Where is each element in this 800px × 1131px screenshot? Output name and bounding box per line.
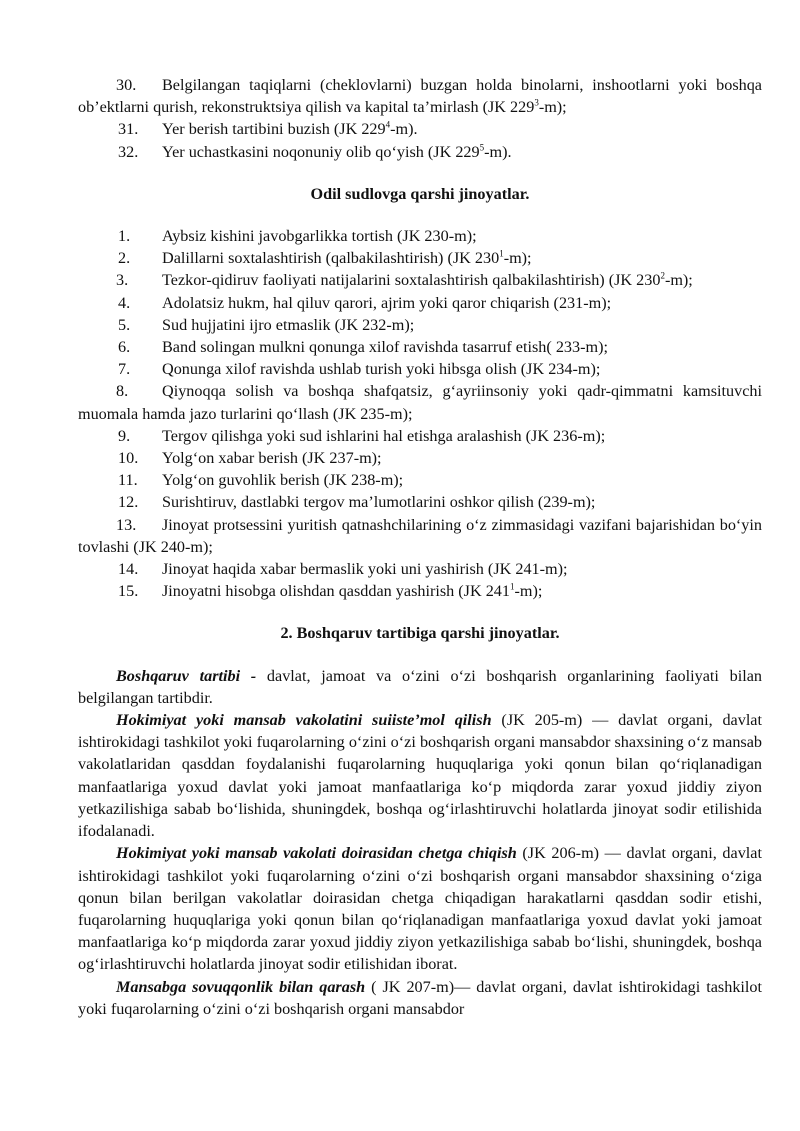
definition-text: (JK 206-m) — davlat organi, davlat ishtirokidagi tashkilot yoki fuqarolarning o‘zini o‘zi boshqarish organi mansabdor shaxsining o‘ziga qonun bilan berilgan vakolatlar doirasidan chetga chiqadigan harakatlarni qasddan sodir etishi, fuqarolarning huquqlariga yoki qonun bilan qo‘riqlanadigan manfaatlariga yoxud davlat yoki jamoat manfaatlariga ko‘p miqdorda zarar yoxud jiddiy ziyon yetkazilishiga sabab bo‘lishi, shuningdek, boshqa og‘irlashtiruvchi holatlarda jinoyat sodir etilishidan iborat. bbox=[78, 844, 762, 974]
item-number: 1. bbox=[118, 227, 131, 246]
item-text-tail: -m); bbox=[538, 98, 567, 117]
item-text: Yer uchastkasini noqonuniy olib qo‘yish (JK $229^5-m$). bbox=[162, 142, 512, 161]
item-text: Qiynoqqa solish va boshqa shafqatsiz, g‘ayriinsoniy yoki qadr-qimmatni kamsituvchi muomala hamda jazo turlarini qo‘llash (JK 235-m); bbox=[78, 382, 762, 423]
item-text: Sud hujjatini ijro etmaslik (JK 232-m); bbox=[162, 315, 415, 334]
definition-term: Hokimiyat yoki mansab vakolatini suiiste’mol qilish bbox=[116, 711, 492, 730]
item-superscript: 3 bbox=[534, 97, 539, 108]
item-number: 9. bbox=[118, 426, 131, 445]
item-number: 30. bbox=[116, 76, 137, 94]
item-superscript: 2 bbox=[660, 271, 665, 282]
item-number: 11. bbox=[118, 471, 138, 490]
item-text-tail: -m); bbox=[664, 271, 693, 290]
item-number: 4. bbox=[118, 293, 131, 312]
list-item bbox=[78, 425, 762, 447]
list-item bbox=[78, 118, 762, 140]
list-item bbox=[78, 358, 762, 380]
item-text: Jinoyat protsessini yuritish qatnashchilarining o‘z zimmasidagi vazifani bajarishidan bo‘yin tovlashi (JK 240-m); bbox=[78, 515, 762, 556]
item-text: Tergov qilishga yoki sud ishlarini hal etishga aralashish (JK 236-m); bbox=[162, 426, 606, 445]
item-text: Tezkor-qidiruv faoliyati natijalarini soxtalashtirish qalbakilashtirish) (JK 230 bbox=[162, 271, 661, 290]
definition-text: ( JK 207-m)— davlat organi, davlat ishtirokidagi tashkilot yoki fuqarolarning o‘zini o‘zi boshqarish organi mansabdor bbox=[78, 977, 763, 1018]
section-heading: 2. Boshqaruv tartibiga qarshi jinoyatlar. bbox=[280, 624, 560, 643]
list-item bbox=[78, 314, 762, 336]
item-number: 3. bbox=[116, 271, 129, 290]
definition-paragraph bbox=[78, 665, 762, 709]
item-number: 31. bbox=[118, 120, 139, 139]
list-item bbox=[78, 225, 762, 247]
definition-paragraph bbox=[78, 842, 762, 975]
item-number: 10. bbox=[118, 449, 139, 468]
item-number: 8. bbox=[116, 382, 129, 401]
list-item bbox=[78, 292, 762, 314]
definition-text: davlat, jamoat va o‘zini o‘zi boshqarish organlarining faoliyati bilan belgilangan tartibdir. bbox=[78, 666, 762, 707]
definition-term: Mansabga sovuqqonlik bilan qarash bbox=[116, 977, 366, 996]
list-item bbox=[78, 269, 762, 291]
item-number: 2. bbox=[118, 249, 131, 268]
definition-term: Hokimiyat yoki mansab vakolati doirasidan chetga chiqish bbox=[116, 844, 517, 863]
item-number: 13. bbox=[116, 515, 137, 534]
definition-term: Boshqaruv tartibi - bbox=[116, 666, 257, 685]
item-superscript: 5 bbox=[479, 142, 485, 153]
item-number: 14. bbox=[118, 560, 139, 579]
list-item bbox=[78, 491, 762, 513]
item-text: Belgilangan taqiqlarni (cheklovlarni) buzgan holda binolarni, inshootlarni yoki boshqa ob’ektlarni qurish, rekonstruktsiya qilish va kapital ta’mirlash (JK 229 bbox=[78, 76, 762, 117]
list-land-offenses bbox=[78, 74, 762, 163]
list-item bbox=[78, 558, 762, 580]
item-superscript: 4 bbox=[385, 120, 391, 131]
definition-paragraph bbox=[78, 976, 762, 1020]
list-item bbox=[78, 74, 762, 118]
item-text: Dalillarni soxtalashtirish (qalbakilashtirish) (JK $230^1-m$); bbox=[162, 248, 532, 268]
list-item bbox=[78, 380, 762, 424]
item-text: Yer berish tartibini buzish (JK $229^4-m$). bbox=[162, 120, 418, 139]
list-item bbox=[78, 141, 762, 163]
document-body bbox=[78, 74, 762, 1020]
list-item bbox=[78, 247, 762, 269]
list-item bbox=[78, 514, 762, 558]
item-text: Aybsiz kishini javobgarlikka tortish (JK 230-m); bbox=[162, 227, 477, 246]
list-item bbox=[78, 447, 762, 469]
item-number: 6. bbox=[118, 338, 131, 357]
item-text: Yolg‘on guvohlik berish (JK 238-m); bbox=[162, 471, 404, 490]
definition-paragraph bbox=[78, 709, 762, 842]
list-item bbox=[78, 580, 762, 602]
list-justice-offenses bbox=[78, 225, 762, 602]
item-text: Surishtiruv, dastlabki tergov ma’lumotlarini oshkor qilish (239-m); bbox=[162, 493, 596, 512]
item-text: Jinoyat haqida xabar bermaslik yoki uni yashirish (JK 241-m); bbox=[162, 560, 568, 579]
item-text: Band solingan mulkni qonunga xilof ravishda tasarruf etish( 233-m); bbox=[162, 338, 608, 357]
list-item bbox=[78, 469, 762, 491]
item-text: Qonunga xilof ravishda ushlab turish yoki hibsga olish (JK 234-m); bbox=[162, 360, 601, 379]
item-number: 15. bbox=[118, 582, 139, 601]
item-number: 5. bbox=[118, 315, 131, 334]
item-superscript: 1 bbox=[499, 248, 504, 259]
item-text: Jinoyatni hisobga olishdan qasddan yashirish (JK $241^1-m$); bbox=[162, 581, 543, 601]
item-number: 32. bbox=[118, 142, 139, 161]
item-number: 12. bbox=[118, 493, 139, 512]
list-item bbox=[78, 336, 762, 358]
definition-text: (JK 205-m) — davlat organi, davlat ishtirokidagi tashkilot yoki fuqarolarning o‘zini o‘zi boshqarish organi mansabdor shaxsining o‘z mansab vakolatlaridan qasddan foydalanishi fuqarolarning huquqlariga yoki qonun bilan qo‘riqlanadigan manfaatlariga yoxud davlat yoki jamoat manfaatlariga ko‘p miqdorda zarar yoxud jiddiy ziyon yetkazilishiga sabab bo‘lishida, shuningdek, boshqa og‘irlashtiruvchi holatlarda jinoyat sodir etilishida ifodalanadi. bbox=[78, 711, 762, 841]
item-number: 7. bbox=[118, 360, 131, 379]
item-superscript: 1 bbox=[510, 581, 515, 592]
item-text: Yolg‘on xabar berish (JK 237-m); bbox=[162, 449, 382, 468]
section-heading: Odil sudlovga qarshi jinoyatlar. bbox=[310, 184, 530, 203]
definitions bbox=[78, 665, 762, 1020]
item-text: Adolatsiz hukm, hal qiluv qarori, ajrim yoki qaror chiqarish (231-m); bbox=[162, 293, 612, 312]
